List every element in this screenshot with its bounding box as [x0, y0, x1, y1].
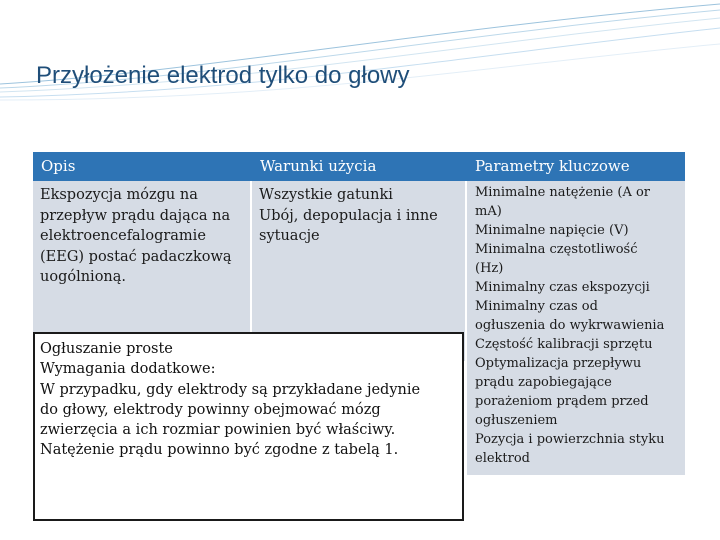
opis-line: uogólnioną.	[40, 269, 127, 285]
header-opis: Opis	[33, 152, 252, 181]
opis-line: (EEG) postać padaczkową	[40, 248, 232, 265]
opis-line: elektroencefalogramie	[40, 228, 206, 244]
parametr-line: ogłuszenia do wykrwawienia	[475, 318, 665, 333]
parametr-line: Częstość kalibracji sprzętu	[475, 337, 653, 352]
parametr-line: Pozycja i powierzchnia styku	[475, 432, 665, 447]
parametr-line: elektrod	[475, 451, 531, 466]
cell-parametry	[467, 181, 685, 475]
warunki-line: Ubój, depopulacja i inne	[259, 207, 438, 224]
warunki-line: sytuacje	[259, 228, 320, 244]
parametr-line: Minimalny czas od	[475, 299, 598, 314]
note-line: W przypadku, gdy elektrody są przykładane jedynie	[40, 381, 421, 398]
note-box	[33, 332, 464, 521]
parametr-line: Minimalna częstotliwość	[475, 242, 638, 257]
parametr-line: Minimalny czas ekspozycji	[475, 280, 650, 295]
note-line: Natężenie prądu powinno być zgodne z tabelą 1.	[40, 442, 399, 459]
header-warunki: Warunki użycia	[252, 152, 467, 181]
note-line: zwierzęcia a ich rozmiar powinien być właściwy.	[40, 422, 396, 439]
parametr-line: Minimalne napięcie (V)	[475, 223, 629, 238]
parametr-line: (Hz)	[475, 261, 504, 276]
opis-line: przepływ prądu dająca na	[40, 207, 231, 224]
warunki-line: Wszystkie gatunki	[259, 187, 393, 203]
note-line: do głowy, elektrody powinny obejmować mózg	[40, 401, 381, 418]
header-parametry: Parametry kluczowe	[467, 152, 685, 181]
parametr-line: Minimalne natężenie (A or	[475, 185, 651, 200]
parametr-line: mA)	[475, 204, 502, 219]
parametr-line: Optymalizacja przepływu	[475, 356, 642, 371]
note-line: Ogłuszanie proste	[40, 341, 173, 357]
parametr-line: porażeniom prądem przed	[475, 394, 649, 409]
note-line: Wymagania dodatkowe:	[40, 361, 216, 378]
parametr-line: ogłuszeniem	[475, 413, 558, 428]
parametr-line: prądu zapobiegające	[475, 375, 612, 390]
decorative-swoosh	[0, 0, 720, 110]
slide-title: Przyłożenie elektrod tylko do głowy	[36, 62, 410, 89]
opis-line: Ekspozycja mózgu na	[40, 187, 198, 203]
